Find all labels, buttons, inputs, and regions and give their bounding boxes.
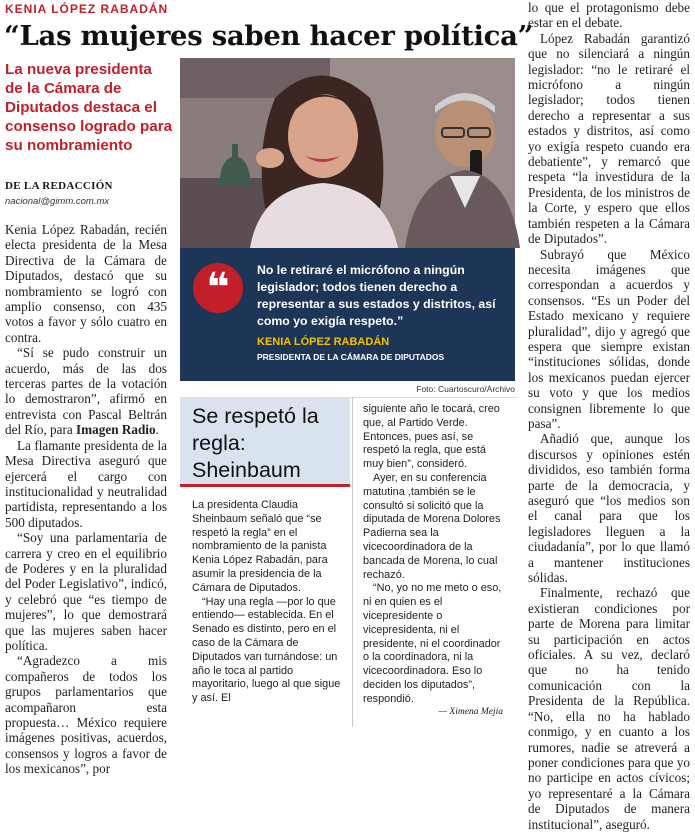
byline-email: nacional@gimm.com.mx — [5, 196, 110, 207]
deck: La nueva presidenta de la Cámara de Diputados destaca el consenso logrado para su nombramiento — [5, 61, 173, 154]
photo-credit: Foto: Cuartoscuro/Archivo — [416, 384, 515, 394]
sidebar-column-left — [192, 499, 342, 706]
pull-quote-text: No le retiraré el micrófono a ningún legislador; todos tienen derecho a representar a sus estados y distritos, así como yo exigía respeto.” — [257, 263, 496, 328]
sidebar-signature: — Ximena Mejía — [438, 707, 503, 717]
radio-program-name: Imagen Radio — [76, 422, 156, 438]
sidebar-title: Se respetó la regla: Sheinbaum — [192, 404, 319, 482]
paragraph — [5, 345, 167, 437]
paragraph: “Agradezco a mis compañeros de todos los grupos parlamentarios que acompañaron esta propuesta… México requiere imágenes positivas, acuerdos, consensos y logros a favor de los mexicanos”, por — [5, 653, 167, 777]
pull-quote-box — [180, 248, 515, 381]
kicker: KENIA LÓPEZ RABADÁN — [5, 2, 169, 16]
paragraph: La flamante presidenta de la Mesa Directiva aseguró que ejercerá el cargo con institucionalidad y neutralidad partidista, representando a los 500 diputados. — [5, 437, 167, 530]
sidebar-paragraph: “No, yo no me meto o eso, ni en quien es el vicepresidente o vicepresidenta, ni el presidente, ni el coordinador o la coordinadora, ni la vicecoordinadora. Eso lo deciden los diputados”, respondió. — [363, 582, 502, 705]
pull-quote-name: KENIA LÓPEZ RABADÁN — [257, 336, 390, 348]
paragraph: lo que el protagonismo debe estar en el debate. — [528, 0, 690, 31]
paragraph: Añadió que, aunque los discursos y opiniones estén divididos, eso también forma parte de la democracia, y aseguró que “los medios son el canal para que los legisladores lleguen a la ciudadanía”, por lo que llamó a mantener instituciones sólidas. — [528, 431, 690, 586]
sidebar-header — [180, 397, 350, 487]
sidebar-paragraph: “Hay una regla —por lo que entiendo— establecida. En el Senado es distinto, pero en el caso de la Cámara de Diputados van turnándose: un año le toca al partido mayoritario, luego al que sigue y así. El — [192, 595, 341, 705]
column-divider — [352, 397, 353, 727]
quotation-mark-icon: ❝ — [193, 263, 243, 313]
sidebar-column-right — [363, 403, 503, 707]
photo-illustration — [180, 58, 515, 248]
sidebar-paragraph: siguiente año le tocará, creo que, al Partido Verde. Entonces, pues así, se respetó la regla, que está muy bien”, consideró. — [363, 403, 500, 471]
sidebar-paragraph: Ayer, en su conferencia matutina ,también se le consultó si solicitó que la diputada de Morena Dolores Padierna sea la vicecoordinadora de la bancada de Morena, lo cual rechazó. — [363, 471, 501, 581]
paragraph-end: . — [155, 422, 159, 438]
pull-quote-role: PRESIDENTA DE LA CÁMARA DE DIPUTADOS — [257, 352, 445, 362]
sidebar-divider — [350, 397, 518, 398]
paragraph-text: “Sí se pudo construir un acuerdo, más de las dos terceras partes de la votación lo demostraron”, afirmó en entrevista con Pascal Beltrán del Río, para — [5, 345, 167, 438]
sidebar-paragraph: La presidenta Claudia Sheinbaum señaló que “se respetó la regla” en el nombramiento de la panista Kenia López Rabadán, para asumir la presidencia de la Cámara de Diputados. — [192, 499, 328, 594]
article-column-left — [5, 222, 167, 777]
paragraph: “Soy una parlamentaria de carrera y creo en el equilibrio de Poderes y en la pluralidad del Poder Legislativo”, indicó, y celebró que “es tiempo de mujeres”, lo que demostrará que las mujeres saben hacer política. — [5, 530, 167, 653]
sidebar-article — [180, 397, 518, 737]
article-column-right — [528, 0, 690, 832]
paragraph: Subrayó que México necesita imágenes que correspondan a acuerdos y consensos. “Es un Poder del Estado mexicano y requiere pluralidad”, dijo y agregó que espera que siempre existan “instituciones sólidas, donde los mexicanos puedan ejercer su voto y que los medios consignen libremente lo que pasa”. — [528, 246, 690, 431]
byline: DE LA REDACCIÓN — [5, 180, 113, 192]
paragraph: Finalmente, rechazó que existieran condiciones por parte de Morena para limitar su participación en actos oficiales. A su vez, declaró que no ha tenido comunicación con la Presidenta de la República. “No, ella no ha hablado conmigo, y en cuanto a los rumores, nadie se atreverá a poner condiciones para que yo no participe en actos cívicos; yo representaré a la Cámara de Diputados de manera institucional”, aseguró. — [528, 585, 690, 832]
headline: “Las mujeres saben hacer política” — [4, 20, 534, 52]
paragraph: Kenia López Rabadán, recién electa presidenta de la Mesa Directiva de la Cámara de Diputados, destacó que su nombramiento se logró con amplio consenso, con 435 votos a favor y sólo cuatro en contra. — [5, 222, 167, 345]
paragraph: López Rabadán garantizó que no silenciará a ningún legislador: “no le retiraré el micrófono a ningún legislador; todos tienen derecho a representar a sus estados y distritos, así como yo exigía respeto cuando era debatiente”, y remarcó que respeta “la investidura de la Presidenta, de los ministros de la Corte, y espero que ellos también respeten a la Cámara de Diputados”. — [528, 30, 690, 247]
news-photo — [180, 58, 515, 248]
